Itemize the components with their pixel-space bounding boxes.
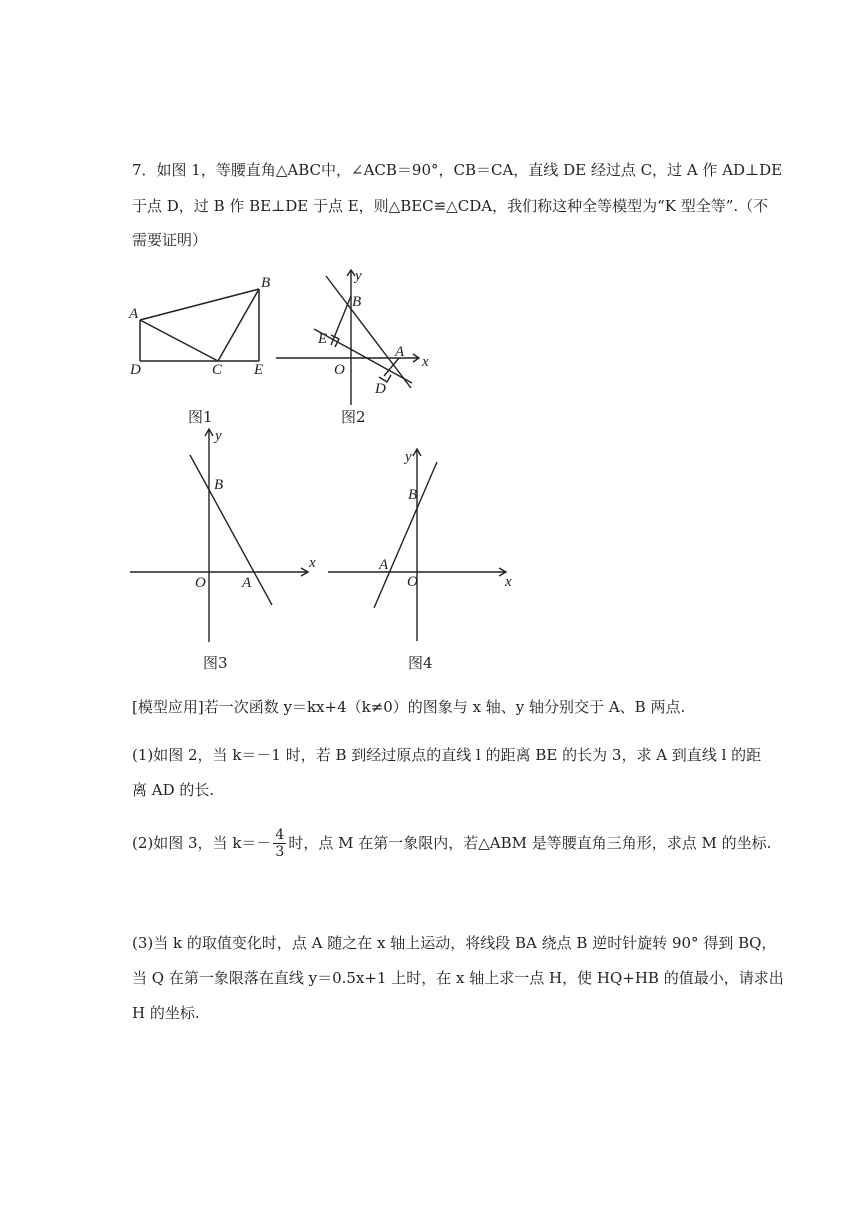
fig4-label-a: A (379, 557, 389, 573)
fig1-segment-bc (218, 289, 259, 361)
fig1-segment-ab (140, 289, 259, 320)
fig4-label-b: B (408, 487, 418, 503)
problem-line-2: 于点 D，过 B 作 BE⊥DE 于点 E，则△BEC≌△CDA，我们称这种全等模型为“K 型全等”.（不 (132, 197, 769, 215)
question-1-line-1: (1)如图 2，当 k＝－1 时，若 B 到经过原点的直线 l 的距离 BE 的长为 3，求 A 到直线 l 的距 (132, 746, 762, 764)
fig2-label-b: B (352, 294, 362, 310)
figure-1-caption: 图1 (188, 408, 213, 426)
fig2-label-x: x (422, 354, 429, 370)
question-2-fraction (273, 827, 286, 860)
fig4-label-y: y (405, 449, 412, 465)
fig2-segment-ad (384, 358, 399, 376)
fig4-label-x: x (505, 574, 512, 590)
fig3-label-y: y (215, 428, 222, 444)
fig4-label-o: O (407, 574, 418, 590)
fig3-label-o: O (195, 575, 206, 591)
fig1-label-d: D (130, 362, 141, 378)
figure-2 (270, 265, 440, 410)
fig3-label-a: A (242, 575, 252, 591)
question-2 (132, 822, 771, 864)
fig1-label-e: E (254, 362, 264, 378)
fig3-label-b: B (214, 477, 224, 493)
fig1-label-a: A (129, 306, 139, 322)
figure-1 (125, 270, 285, 380)
figure-2-caption: 图2 (341, 408, 366, 426)
application-intro: [模型应用]若一次函数 y＝kx+4（k≠0）的图象与 x 轴、y 轴分别交于 A、B 两点. (132, 698, 686, 716)
question-3-line-2: 当 Q 在第一象限落在直线 y＝0.5x+1 上时，在 x 轴上求一点 H，使 HQ+HB 的值最小，请求出 (132, 969, 784, 987)
fig2-label-e: E (318, 331, 328, 347)
question-2-prefix: (2)如图 3，当 k＝－ (132, 834, 272, 852)
fig2-segment-be (331, 296, 351, 345)
fig4-line-ab (374, 462, 437, 608)
question-2-suffix: 时，点 M 在第一象限内，若△ABM 是等腰直角三角形，求点 M 的坐标. (288, 834, 772, 852)
fig1-label-b: B (261, 275, 271, 291)
figure-4-caption: 图4 (408, 654, 433, 672)
fraction-denominator: 3 (275, 843, 285, 860)
figure-3-caption: 图3 (203, 654, 228, 672)
figure-3 (125, 420, 330, 645)
fig1-segment-ac (140, 320, 218, 361)
fig2-label-o: O (334, 362, 345, 378)
question-3-line-1: (3)当 k 的取值变化时，点 A 随之在 x 轴上运动，将线段 BA 绕点 B 逆时针旋转 90° 得到 BQ， (132, 934, 777, 952)
fig3-label-x: x (309, 555, 316, 571)
figure-4 (325, 445, 520, 645)
problem-line-3: 需要证明） (132, 231, 208, 249)
fig1-label-c: C (212, 362, 223, 378)
fig2-label-d: D (375, 381, 386, 397)
question-1-line-2: 离 AD 的长. (132, 781, 215, 799)
fig2-label-a: A (395, 344, 405, 360)
problem-line-1: 7．如图 1，等腰直角△ABC中，∠ACB＝90°，CB＝CA，直线 DE 经过点 C，过 A 作 AD⊥DE (132, 161, 783, 179)
question-3-line-3: H 的坐标. (132, 1004, 200, 1022)
fig2-label-y: y (355, 268, 362, 284)
fraction-numerator: 4 (275, 826, 285, 843)
